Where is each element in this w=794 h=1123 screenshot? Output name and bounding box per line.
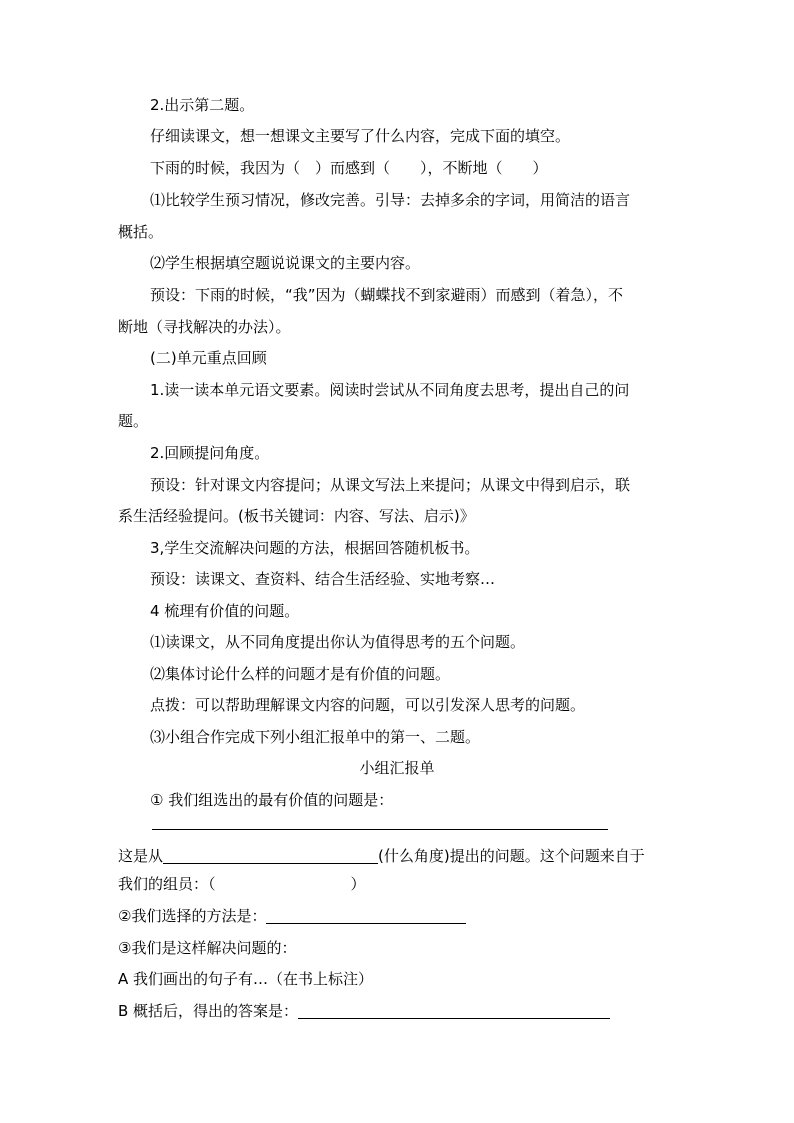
report-question-1: ① 我们组选出的最有价值的问题是： <box>150 791 394 809</box>
item-1-line-2: 概括。 <box>118 223 164 241</box>
section-heading-review: (二)单元重点回顾 <box>150 349 267 367</box>
angle-suffix: (什么角度)提出的问题。这个问题来自于 <box>378 847 645 865</box>
angle-blank[interactable] <box>163 850 378 864</box>
review-item-3: 3,学生交流解决问题的方法，根据回答随机板书。 <box>150 539 480 557</box>
review-item-4-sub-2: ⑵集体讨论什么样的问题才是有价值的问题。 <box>150 665 451 683</box>
angle-prefix: 这是从 <box>118 847 164 865</box>
preset-answer-line-2: 断地（寻找解决的办法）。 <box>118 318 291 336</box>
report-question-3-b <box>118 1004 676 1019</box>
method-label: ②我们选择的方法是： <box>118 907 267 925</box>
method-blank[interactable] <box>266 910 466 924</box>
preset-question-angles-line-2: 系生活经验提问。(板书关键词：内容、写法、启示)》 <box>118 507 475 525</box>
item-2-text: ⑵学生根据填空题说说课文的主要内容。 <box>150 254 421 272</box>
report-question-3-a: A 我们画出的句子有…（在书上标注） <box>118 970 374 988</box>
report-title: 小组汇报单 <box>359 759 435 777</box>
review-item-4-sub-1: ⑴读课文，从不同角度提出你认为值得思考的五个问题。 <box>150 633 526 651</box>
report-question-2 <box>118 909 676 924</box>
review-item-4: 4 梳理有价值的问题。 <box>150 602 300 620</box>
review-item-4-sub-3: ⑶小组合作完成下列小组汇报单中的第一、二题。 <box>150 728 481 746</box>
answer-label: B 概括后，得出的答案是： <box>118 1002 299 1020</box>
preset-methods: 预设：读课文、查资料、结合生活经验、实地考察… <box>150 570 496 588</box>
review-item-2: 2.回顾提问角度。 <box>150 444 270 462</box>
report-question-3: ③我们是这样解决问题的： <box>118 939 297 957</box>
step-2-heading: 2.出示第二题。 <box>150 96 255 114</box>
preset-question-angles-line-1: 预设：针对课文内容提问；从课文写法上来提问；从课文中得到启示，联 <box>150 476 631 494</box>
report-member-line: 我们的组员：（ ） <box>118 875 366 893</box>
fill-blank-sentence: 下雨的时候，我因为（ ）而感到（ ），不断地（ ） <box>150 159 548 177</box>
answer-blank[interactable] <box>298 1005 610 1019</box>
answer-line-question-1[interactable] <box>152 829 608 830</box>
preset-answer-line-1: 预设：下雨的时候，“我”因为（蝴蝶找不到家避雨）而感到（着急），不 <box>150 286 624 304</box>
report-question-1-angle-line <box>118 849 676 864</box>
review-item-1-line-2: 题。 <box>118 412 149 430</box>
instruction-paragraph: 仔细读课文，想一想课文主要写了什么内容，完成下面的填空。 <box>150 127 571 145</box>
item-1-line-1: ⑴比较学生预习情况，修改完善。引导：去掉多余的字词，用简洁的语言 <box>150 191 631 209</box>
hint-text: 点拨：可以帮助理解课文内容的问题，可以引发深人思考的问题。 <box>150 696 586 714</box>
review-item-1-line-1: 1.读一读本单元语文要素。阅读时尝试从不同角度去思考，提出自己的问 <box>150 381 630 399</box>
